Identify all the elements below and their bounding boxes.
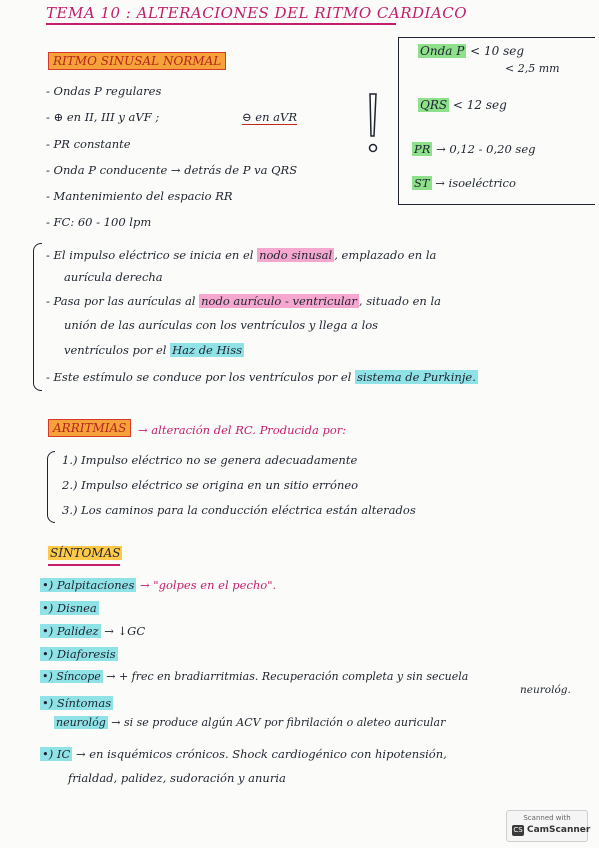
sistema-purkinje: sistema de Purkinje. [356,370,476,384]
impulso-line-6 [46,370,478,384]
arritmia-cause-3: 3.) Los caminos para la conducción eléctrica están alterados [62,503,416,517]
ritmo-item-2: - ⊕ en II, III y aVF ; [46,110,160,124]
arritmias-header: ARRITMIAS [48,419,131,437]
palidez-label: •) Palidez [42,624,99,638]
sincope-label: •) Síncope [42,670,101,683]
camscanner-logo-icon: CS [513,826,523,834]
ic-desc: → en isquémicos crónicos. Shock cardiogénico con hipotensión, [75,747,447,761]
impulso-line-4: unión de las aurículas con los ventrículos y llega a los [64,318,379,332]
ritmo-item-1: - Ondas P regulares [46,84,162,98]
sintoma-ic [40,747,447,761]
ritmo-item-6: - FC: 60 - 100 lpm [46,215,152,229]
sintomas-underline [48,564,120,566]
impulso-line-3 [46,294,441,308]
sintoma-sincope [40,670,468,683]
impulso-text-1c: , emplazado en la [334,248,437,262]
sintoma-ic-2: frialdad, palidez, sudoración y anuria [68,771,286,785]
sintoma-neurologicos-label1 [40,696,113,710]
impulso-text-1a: - El impulso eléctrico se inicia en el [46,248,258,262]
sintomas-neuro-label: •) Síntomas [42,696,112,710]
pr-label: PR [414,142,431,156]
st-value [412,176,516,190]
impulso-bracket [33,243,42,391]
impulso-text-5a: ventrículos por el [64,343,171,357]
impulso-line-5 [64,343,244,357]
sintoma-disnea [40,601,99,615]
scanner-top-text: Scanned with [523,814,571,822]
pr-value [412,142,536,156]
onda-p-amplitude: < 2,5 mm [505,62,560,75]
qrs-duration: < 12 seg [452,98,507,112]
disnea-label: •) Disnea [42,601,97,615]
st-label: ST [414,176,430,190]
sincope-desc: → + frec en bradiarritmias. Recuperación completa y sin secuela [106,670,469,683]
onda-p-label: Onda P [420,44,465,58]
neurolog-desc: → si se produce algún ACV por fibrilación o aleteo auricular [111,716,446,729]
neurolog-label: neurológ [56,716,106,729]
ritmo-item-4: - Onda P conducente → detrás de P va QRS [46,163,298,177]
impulso-text-6a: - Este estímulo se conduce por los ventrículos por el [46,370,355,384]
ic-label: •) IC [42,747,71,761]
pr-interval: → 0,12 - 0,20 seg [436,142,536,156]
arritmia-cause-1: 1.) Impulso eléctrico no se genera adecuadamente [62,453,358,467]
arritmia-cause-2: 2.) Impulso eléctrico se origina en un sitio erróneo [62,478,359,492]
sintomas-header: SÍNTOMAS [50,546,121,560]
arritmias-definition: → alteración del RC. Producida por: [138,423,347,437]
exclamation-icon [362,92,384,156]
page-title: TEMA 10 : ALTERACIONES DEL RITMO CARDIACO [46,4,468,22]
sintoma-diaforesis [40,647,118,661]
onda-p-duration: < 10 seg [470,44,525,58]
palpitaciones-label: •) Palpitaciones [42,578,135,592]
sincope-desc-2: neurológ. [520,684,571,696]
ritmo-item-3: - PR constante [46,137,131,151]
st-description: → isoeléctrico [435,176,516,190]
sintoma-neurologicos [54,716,445,729]
ritmo-item-avr: ⊖ en aVR [242,110,297,124]
scanner-brand: CamScanner [527,825,591,835]
haz-de-hiss: Haz de Hiss [172,343,243,357]
impulso-line-1 [46,248,436,262]
ritmo-sinusal-header: RITMO SINUSAL NORMAL [48,52,226,70]
palidez-desc: → ↓GC [104,624,146,638]
impulso-text-3a: - Pasa por las aurículas al [46,294,200,308]
impulso-text-3c: , situado en la [358,294,442,308]
camscanner-watermark [506,810,591,842]
arritmias-bracket [47,451,55,523]
sintoma-palpitaciones [40,578,276,592]
ritmo-item-5: - Mantenimiento del espacio RR [46,189,233,203]
onda-p-value [418,44,524,58]
nodo-sinusal: nodo sinusal [259,248,333,262]
sintoma-palidez [40,624,145,638]
diaforesis-label: •) Diaforesis [42,647,116,661]
qrs-value [418,98,507,112]
impulso-line-2: aurícula derecha [64,270,163,284]
nodo-av: nodo aurículo - ventricular [201,294,357,308]
palpitaciones-desc: → "golpes en el pecho". [140,578,277,592]
title-underline [46,23,396,25]
qrs-label: QRS [420,98,448,112]
